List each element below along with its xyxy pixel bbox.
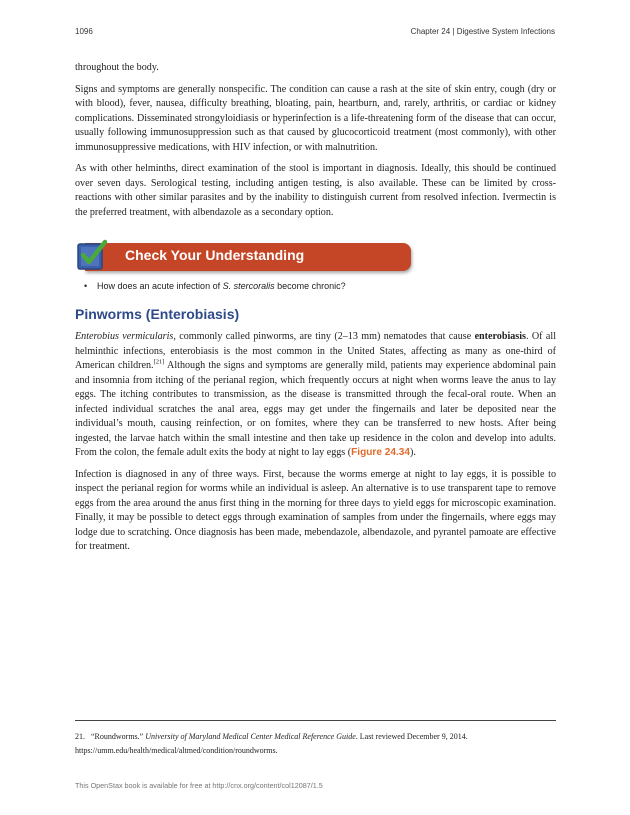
check-understanding-title: Check Your Understanding	[125, 247, 305, 263]
key-term: enterobiasis	[474, 331, 526, 342]
footnote-divider	[75, 720, 556, 721]
footnote-source: University of Maryland Medical Center Medical Reference Guide	[145, 732, 356, 741]
section-heading: Pinworms (Enterobiasis)	[75, 306, 240, 322]
species-name: Enterobius vermicularis	[75, 331, 174, 342]
page-number: 1096	[75, 27, 93, 36]
checkbox-checkmark-icon	[77, 239, 107, 271]
bullet-marker: •	[84, 281, 88, 291]
footnote: 21. “Roundworms.” University of Maryland Medical Center Medical Reference Guide. Last reviewed December 9, 2014. https://umm.edu/health/medical/altmed/condition/roundworms.	[75, 732, 468, 755]
list-item: • How does an acute infection of S. stercoralis become chronic?	[84, 281, 346, 291]
footnote-reference[interactable]: [21]	[153, 358, 165, 366]
footnote-number: 21.	[75, 732, 85, 741]
paragraph-diagnosis: As with other helminths, direct examination of the stool is important in diagnosis. Ideally, this should be continued over seven days. Serological testing, including antigen testing, is also available. These can be limited by cross-reactions with other similar parasites and by the inability to distinguish current from resolved infection. Ivermectin is the preferred treatment, with albendazole as a secondary option.	[75, 163, 556, 218]
page-header	[75, 27, 555, 39]
page-footer: This OpenStax book is available for free at http://cnx.org/content/col12087/1.5	[75, 781, 323, 790]
page-body	[75, 61, 556, 562]
figure-link[interactable]: Figure 24.34	[351, 447, 411, 458]
paragraph-signs-symptoms: Signs and symptoms are generally nonspecific. The condition can cause a rash at the site of skin entry, cough (dry or with blood), fever, nausea, difficulty breathing, bloating, pain, heartburn, and, rarely, arthritis, or cardiac or kidney complications. Disseminated strongyloidiasis or hyperinfection is a life-threatening form of the disease that can occur, usually following immunosuppression such as that caused by glucocorticoid treatment (most commonly), with other immunosuppressive medications, with HIV infection, or with malnutrition.	[75, 83, 556, 153]
check-understanding-banner	[77, 242, 556, 274]
paragraph-pinworm-diagnosis: Infection is diagnosed in any of three ways. First, because the worms emerge at night to lay eggs, it is possible to inspect the perianal region for worms while an individual is asleep. An alternative is to use transparent tape to remove eggs from the area around the anus first thing in the morning for three days to yield eggs for microscopic examination. Finally, it may be possible to detect eggs through examination of samples from under the fingernails, where eggs may lodge due to scratching. Once diagnosis has been made, mebendazole, albendazole, and pyrantel pamoate are effective for treatment.	[75, 468, 556, 552]
chapter-title: Chapter 24 | Digestive System Infections	[410, 27, 555, 36]
species-name: S. stercoralis	[222, 281, 275, 291]
check-understanding-bar	[85, 243, 411, 271]
paragraph-pinworms: Enterobius vermicularis, commonly called pinworms, are tiny (2–13 mm) nematodes that cause enterobiasis. Of all helminthic infections, enterobiasis is the most common in the United States, affecting as many as one-third of American children.[21] Although the signs and symptoms are generally mild, patients may experience abdominal pain and insomnia from itching of the perianal region, which frequently occurs at night when worms leave the anus to lay eggs. The itching contributes to transmission, as the disease is transmitted through the fecal-oral route. When an infected individual scratches the anal area, eggs may get under the fingernails and later be deposited near the individual’s mouth, causing reinfection, or on fomites, where they can be transferred to new hosts. After being ingested, the larvae hatch within the small intestine and then take up residence in the colon and develop into adults. From the colon, the female adult exits the body at night to lay eggs (Figure 24.34).	[75, 331, 556, 458]
check-understanding-list	[75, 280, 556, 292]
paragraph-continuation: throughout the body.	[75, 62, 159, 73]
